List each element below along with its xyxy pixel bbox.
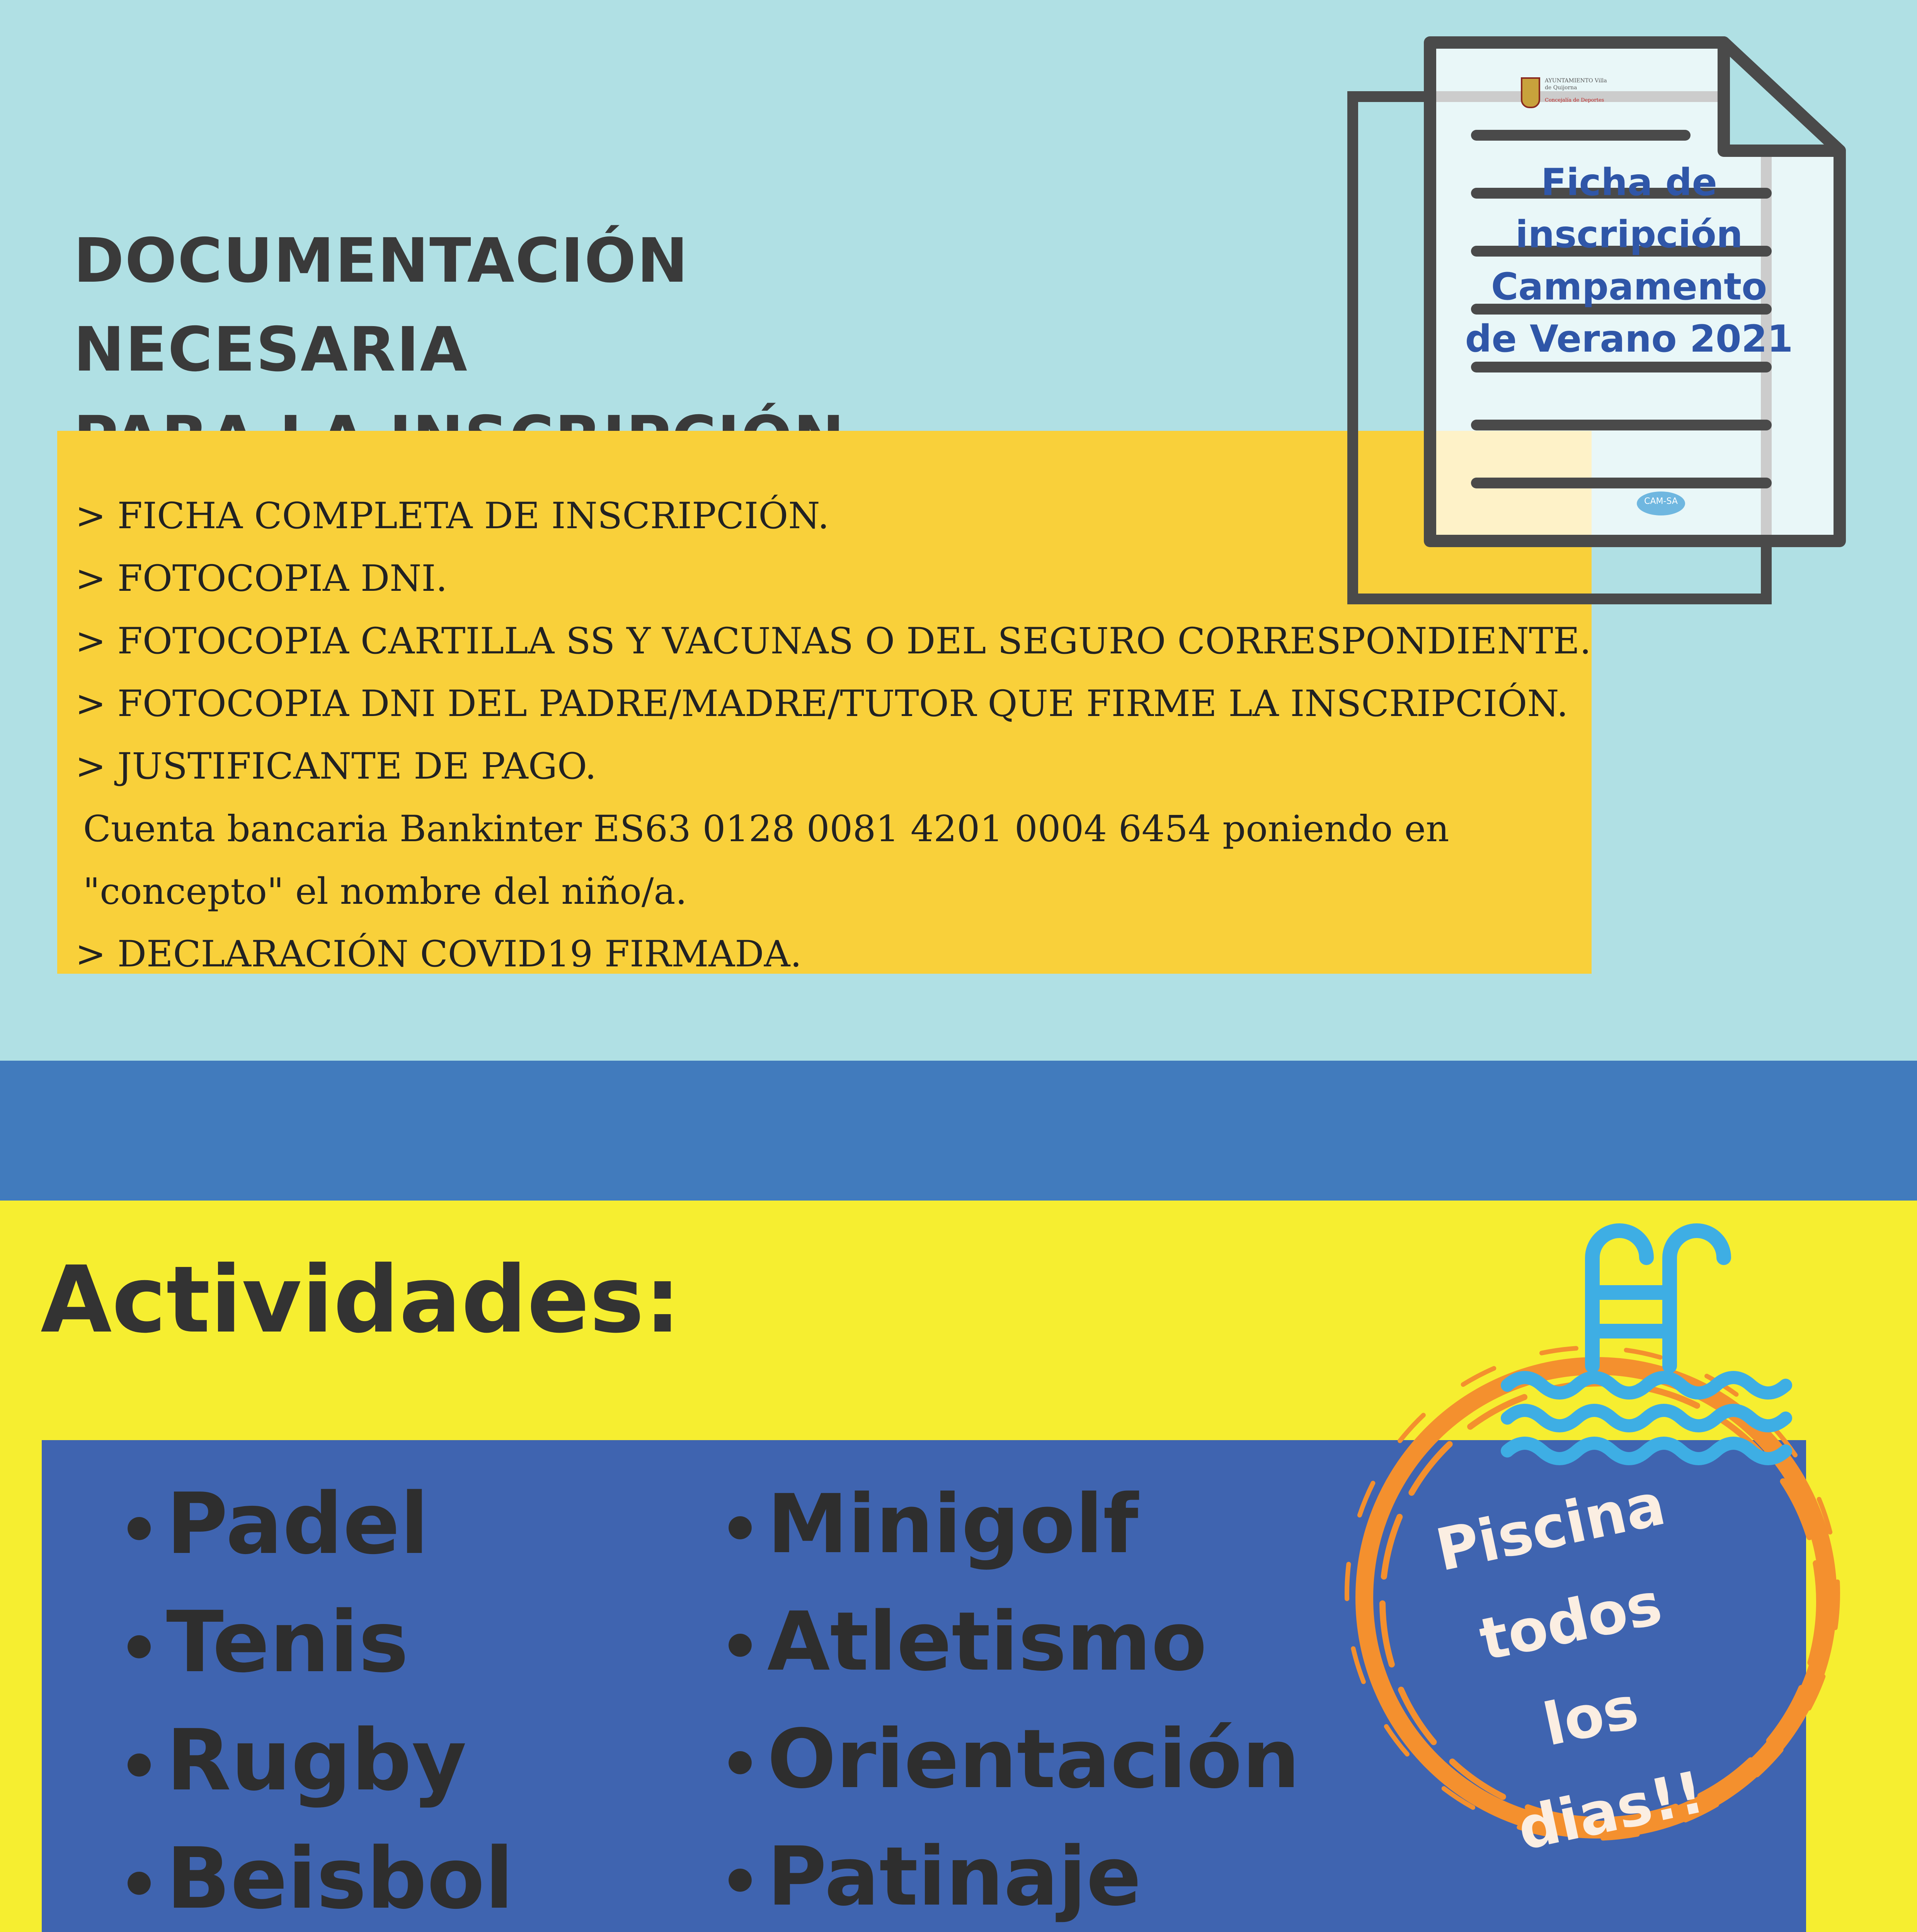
form-title-line: Ficha de bbox=[1541, 161, 1717, 204]
activity-item: • Patinaje bbox=[713, 1821, 1834, 1932]
form-title-line: de Verano 2021 bbox=[1465, 317, 1793, 361]
divider-band bbox=[0, 1061, 1917, 1201]
form-title-line: inscripción bbox=[1515, 213, 1743, 256]
activity-item: • Minigolf bbox=[713, 1468, 1834, 1586]
requirement-item: > FOTOCOPIA DNI DEL PADRE/MADRE/TUTOR QUE FIRME LA INSCRIPCIÓN. bbox=[75, 683, 1568, 725]
coat-of-arms-icon bbox=[1521, 77, 1540, 108]
pool-badge-line: dias!! bbox=[1512, 1759, 1710, 1864]
bank-concept-line: "concepto" el nombre del niño/a. bbox=[83, 871, 687, 913]
form-title bbox=[1426, 156, 1832, 365]
camp-logo-text: CAM-SA bbox=[1644, 497, 1678, 506]
documentation-title-line1: DOCUMENTACIÓN NECESARIA bbox=[73, 225, 689, 385]
activity-item: • Orientación bbox=[713, 1703, 1834, 1821]
bank-account-line: Cuenta bancaria Bankinter ES63 0128 0081 4201 0004 6454 poniendo en bbox=[83, 808, 1449, 850]
activity-item: • Rugby bbox=[112, 1705, 692, 1823]
page-fold bbox=[1724, 43, 1840, 151]
pool-ladder-icon bbox=[1592, 1231, 1724, 1366]
pool-badge-line: todos bbox=[1474, 1570, 1668, 1674]
requirement-item: > JUSTIFICANTE DE PAGO. bbox=[75, 745, 597, 787]
requirement-item: > DECLARACIÓN COVID19 FIRMADA. bbox=[75, 933, 802, 975]
activity-item: • Beisbol bbox=[112, 1823, 692, 1932]
requirement-item: > FICHA COMPLETA DE INSCRIPCIÓN. bbox=[75, 495, 829, 537]
activities-title: Actividades: bbox=[41, 1247, 681, 1354]
form-title-line: Campamento bbox=[1491, 265, 1767, 308]
activity-item: • Atletismo bbox=[713, 1586, 1834, 1703]
requirement-item: > FOTOCOPIA DNI. bbox=[75, 558, 448, 600]
pool-badge-line: Piscina bbox=[1430, 1470, 1671, 1585]
town-hall-name: AYUNTAMIENTO Villa de Quijorna bbox=[1545, 78, 1607, 91]
department-name: Concejalía de Deportes bbox=[1545, 97, 1604, 103]
activity-item: • Padel bbox=[112, 1468, 692, 1587]
pool-badge-line: los bbox=[1537, 1673, 1644, 1759]
activity-item: • Tenis bbox=[112, 1587, 692, 1705]
requirement-item: > FOTOCOPIA CARTILLA SS Y VACUNAS O DEL SEGURO CORRESPONDIENTE. bbox=[75, 620, 1592, 662]
water-waves-icon bbox=[1507, 1378, 1786, 1459]
sports-list-left bbox=[112, 1468, 692, 1932]
